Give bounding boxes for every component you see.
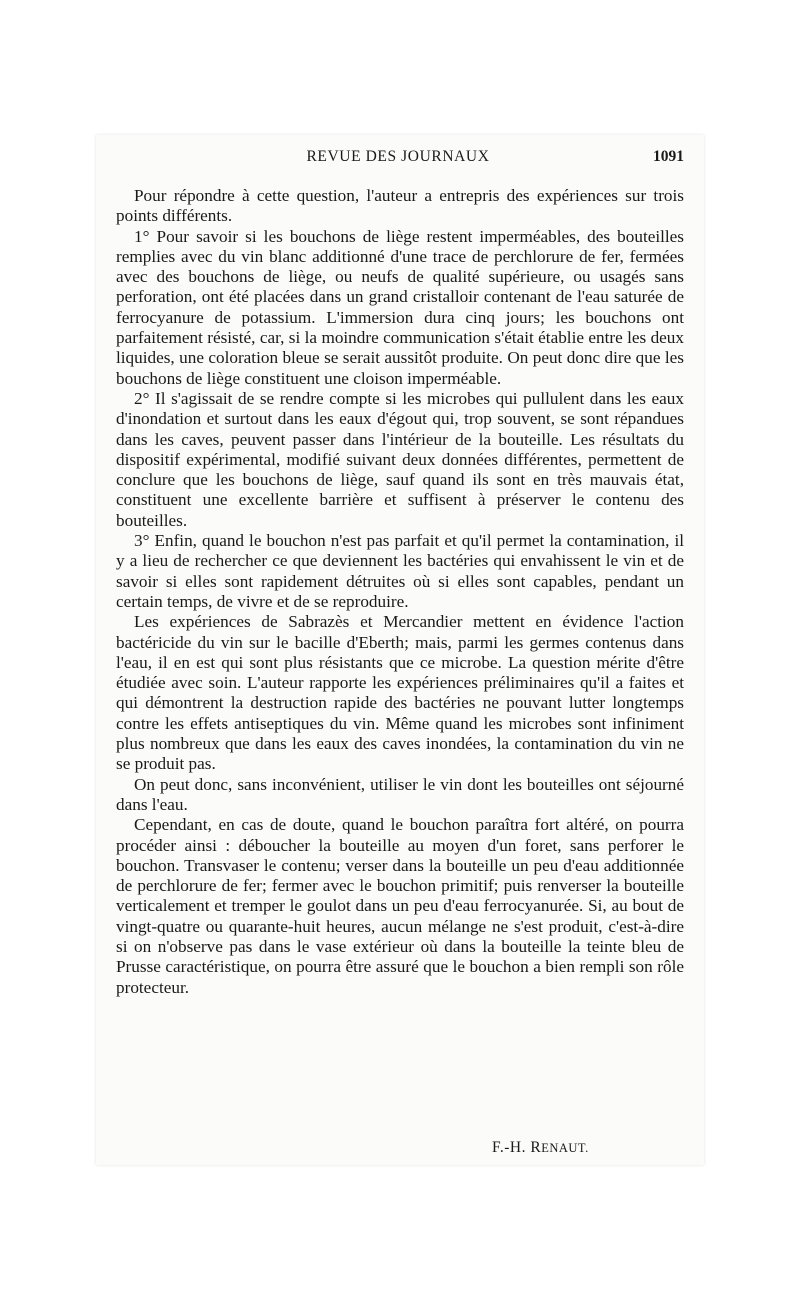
article-body <box>116 186 684 998</box>
paragraph-conclusion: On peut donc, sans inconvénient, utiliser le vin dont les bouteilles ont séjourné dans l'eau. <box>116 774 684 814</box>
page-number: 1091 <box>653 148 684 165</box>
paragraph-procedure: Cependant, en cas de doute, quand le bouchon paraîtra fort altéré, on pourra procéder ainsi : déboucher la bouteille au moyen d'un foret, sans perforer le bouchon. Transvaser le contenu; verser dans la bouteille un peu d'eau additionnée de perchlorure de fer; fermer avec le bouchon primitif; puis renverser la bouteille verticalement et tremper le goulot dans un peu d'eau ferrocyanurée. Si, au bout de vingt-quatre ou quarante-huit heures, aucun mélange ne s'est produit, c'est-à-dire si on n'observe pas dans le vase extérieur où dans la bouteille la teinte bleu de Prusse caractéristique, on pourra être assuré que le bouchon a bien rempli son rôle protecteur. <box>116 815 684 997</box>
signature-surname-rest: ENAUT. <box>541 1141 589 1155</box>
paragraph-experiment-2: 2° Il s'agissait de se rendre compte si les microbes qui pullulent dans les eaux d'inondation et surtout dans les eaux d'égout qui, trop souvent, se sont répandues dans les caves, peuvent passer dans l'intérieur de la bouteille. Les résultats du dispositif expérimental, modifié suivant deux données différentes, permettent de conclure que les bouchons de liège, sauf quand ils sont en très mauvais état, constituent une excellente barrière et suffisent à préserver le contenu des bouteilles. <box>116 388 684 530</box>
paragraph-bactericide: Les expériences de Sabrazès et Mercandier mettent en évidence l'action bactéricide du vin sur le bacille d'Eberth; mais, parmi les germes contenus dans l'eau, il en est qui sont plus résistants que ce microbe. La question mérite d'être étudiée avec soin. L'auteur rapporte les expériences préliminaires qu'il a faites et qui démontrent la destruction rapide des bactéries ne pouvant lutter longtemps contre les effets antiseptiques du vin. Même quand les microbes sont infiniment plus nombreux que dans les eaux des caves inondées, la contamination du vin ne se produit pas. <box>116 612 684 774</box>
signature-surname-initial: R <box>530 1139 542 1156</box>
running-title: REVUE DES JOURNAUX <box>306 148 490 165</box>
page-header <box>112 148 684 172</box>
signature-initials: F.-H. <box>492 1139 526 1156</box>
paragraph-intro: Pour répondre à cette question, l'auteur a entrepris des expériences sur trois points différents. <box>116 186 684 226</box>
author-signature <box>492 1139 589 1157</box>
paragraph-experiment-3: 3° Enfin, quand le bouchon n'est pas parfait et qu'il permet la contamination, il y a lieu de rechercher ce que deviennent les bactéries qui envahissent le vin et de savoir si elles sont rapidement détruites où si elles sont capables, pendant un certain temps, de vivre et de se reproduire. <box>116 531 684 611</box>
paragraph-experiment-1: 1° Pour savoir si les bouchons de liège restent imperméables, des bouteilles remplies avec du vin blanc additionné d'une trace de perchlorure de fer, fermées avec des bouchons de liège, ou neufs de qualité supérieure, ou usagés sans perforation, ont été placées dans un grand cristalloir contenant de l'eau saturée de ferrocyanure de potassium. L'immersion dura cinq jours; les bouchons ont parfaitement résisté, car, si la moindre communication s'était établie entre les deux liquides, une coloration bleue se serait aussitôt produite. On peut donc dire que les bouchons de liège constituent une cloison imperméable. <box>116 226 684 388</box>
